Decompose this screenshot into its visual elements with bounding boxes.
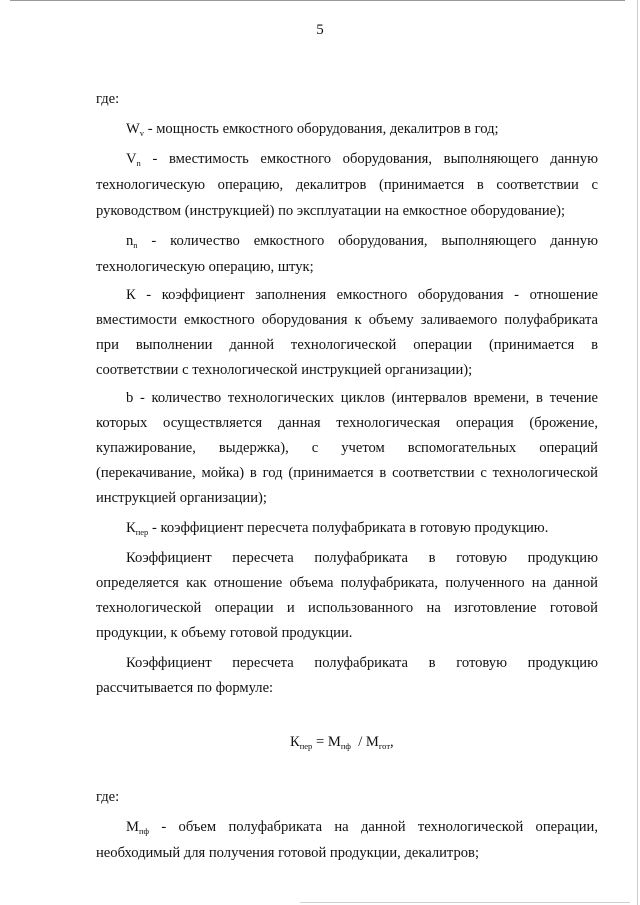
symbol-v: V [126, 151, 137, 167]
definition-k-line3: при выполнении данной технологической операции (принимается в [96, 337, 598, 353]
formula-equals: = [315, 734, 325, 750]
scan-edge-right [637, 0, 638, 905]
formula-k: К [290, 734, 300, 750]
symbol-mpf-sub: пф [138, 826, 150, 836]
definition-vn-text: - вместимость емкостного оборудования, выполняющего данную [152, 151, 598, 167]
scan-edge-bottom [300, 902, 630, 903]
definition-kper-text: - коэффициент пересчета полуфабриката в готовую продукцию. [151, 520, 549, 536]
symbol-n-sub: n [133, 240, 138, 250]
definition-b-line1: b - количество технологических циклов (интервалов времени, в течение [126, 390, 598, 406]
paragraph-1-line1: Коэффициент пересчета полуфабриката в готовую продукцию [126, 550, 598, 566]
where-label-2: где: [96, 789, 120, 805]
symbol-kper: К [126, 520, 136, 536]
definition-b-line2: которых осуществляется данная технологическая операция (брожение, [96, 415, 598, 431]
formula-m2: М [365, 734, 379, 750]
definition-b-line3: купажирование, выдержка), с учетом вспомогательных операций [96, 440, 598, 456]
paragraph-1-line2: определяется как отношение объема полуфабриката, полученного на данной [96, 575, 598, 591]
paragraph-2-line2: рассчитывается по формуле: [96, 680, 274, 696]
definition-vn-line2: технологическую операцию, декалитров (принимается в соответствии с [96, 177, 598, 193]
paragraph-2-line1: Коэффициент пересчета полуфабриката в готовую продукцию [126, 655, 598, 671]
definition-k-line4: соответствии с технологической инструкцией организации); [96, 362, 473, 378]
definition-mpf-text: - объем полуфабриката на данной технологической операции, [161, 819, 598, 835]
definition-mpf-line1 [126, 818, 598, 840]
paragraph-1-line3: технологической операции и использованного на изготовление готовой [96, 600, 598, 616]
definition-mpf-line2: необходимый для получения готовой продукции, декалитров; [96, 845, 480, 861]
definition-vn-line1 [126, 150, 598, 172]
formula-m2-sub: гот [378, 741, 391, 751]
formula-comma: , [390, 734, 394, 750]
where-label: где: [96, 91, 120, 107]
scan-edge-top [10, 0, 625, 1]
definition-nn-text: - количество емкостного оборудования, выполняющего данную [151, 233, 598, 249]
definition-kper [126, 519, 598, 541]
symbol-w: W [126, 121, 140, 137]
definition-wv [126, 120, 598, 142]
page-number: 5 [316, 22, 324, 38]
definition-k-line2: вместимости емкостного оборудования к объему заливаемого полуфабриката [96, 312, 598, 328]
definition-nn-line1 [126, 232, 598, 254]
symbol-mpf: М [126, 819, 139, 835]
symbol-v-sub: n [136, 158, 141, 168]
definition-wv-text: - мощность емкостного оборудования, декалитров в год; [147, 121, 499, 137]
symbol-w-sub: v [139, 128, 145, 138]
symbol-n: n [126, 233, 134, 249]
symbol-kper-sub: пер [135, 527, 149, 537]
definition-k-line1: К - коэффициент заполнения емкостного оборудования - отношение [126, 287, 598, 303]
definition-nn-line2: технологическую операцию, штук; [96, 259, 314, 275]
paragraph-1-line4: продукции, к объему готовой продукции. [96, 625, 353, 641]
formula-divide: / [358, 734, 363, 750]
formula [290, 733, 394, 755]
definition-b-line5: инструкцией организации); [96, 490, 267, 506]
formula-m1-sub: пф [340, 741, 351, 751]
formula-k-sub: пер [299, 741, 313, 751]
definition-b-line4: (перекачивание, мойка) в год (принимается в соответствии с технологической [96, 465, 598, 481]
formula-m1: М [327, 734, 341, 750]
definition-vn-line3: руководством (инструкцией) по эксплуатации на емкостное оборудование); [96, 203, 566, 219]
